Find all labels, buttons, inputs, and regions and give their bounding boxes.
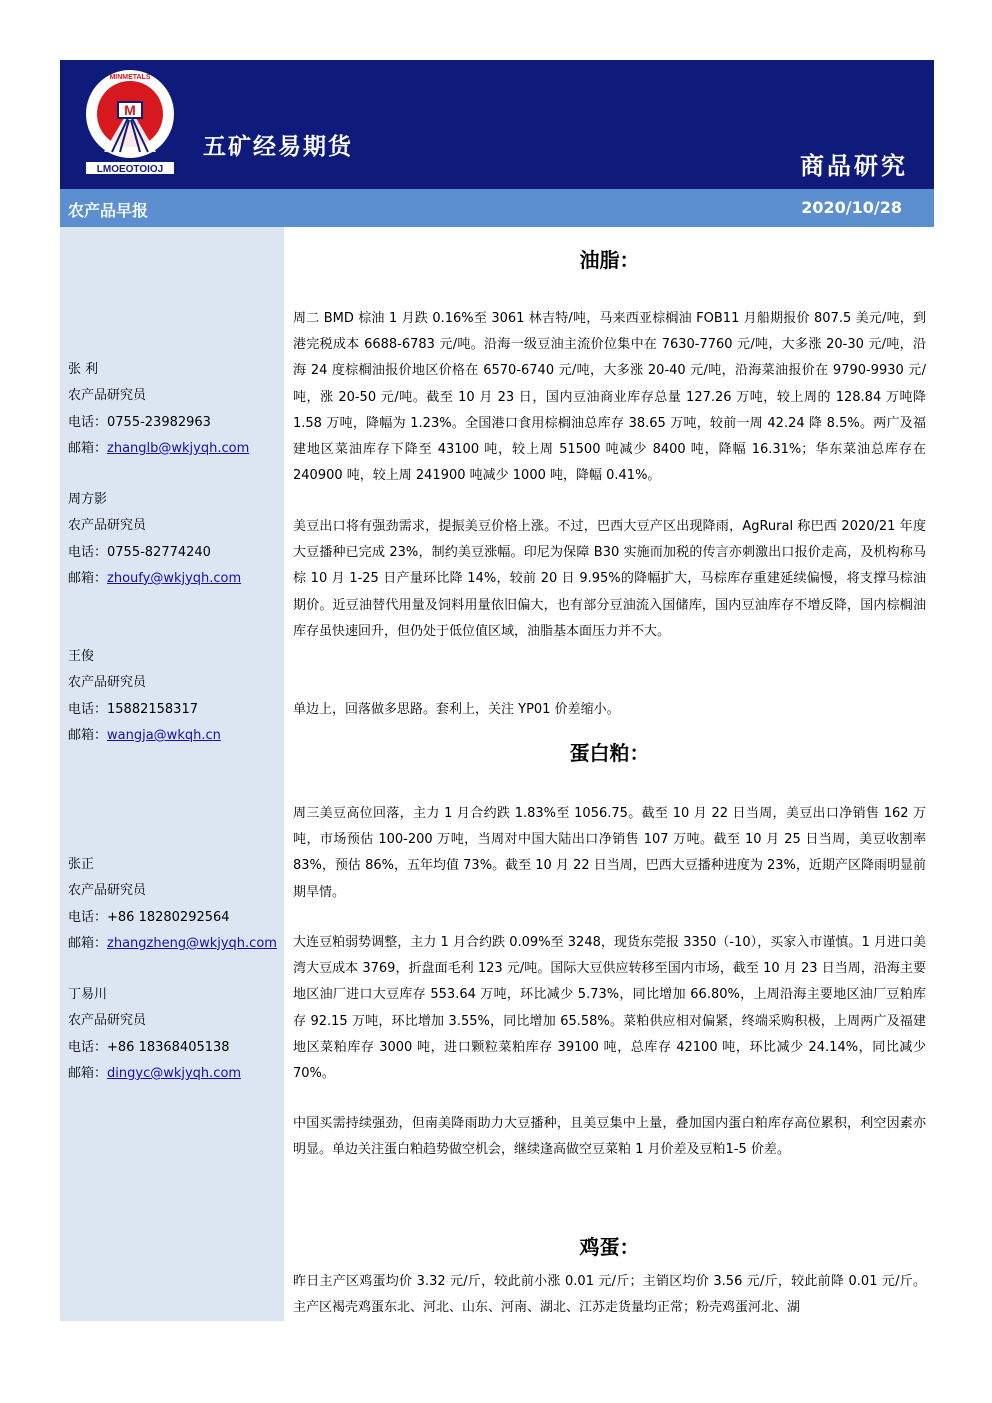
egg-paragraph-1 (293, 1269, 926, 1321)
research-label: 商品研究 (800, 152, 908, 180)
author-name: 张 利 (68, 362, 99, 377)
author-name: 张正 (68, 857, 95, 872)
author-email-link[interactable]: zhangzheng@wkjyqh.com (107, 935, 277, 951)
author-email-link[interactable]: wangja@wkqh.cn (107, 727, 221, 743)
author-phone: 电话：15882158317 (68, 701, 198, 717)
svg-text:LMOEOTOIOJ: LMOEOTOIOJ (96, 164, 164, 175)
meal-paragraph-1 (293, 801, 926, 906)
report-subtitle-bar (60, 189, 934, 227)
author-name: 王俊 (68, 649, 95, 664)
oil-paragraph-3 (293, 697, 926, 723)
email-label: 邮箱： (68, 570, 108, 586)
oil-paragraph-1 (293, 306, 926, 489)
author-title: 农产品研究员 (68, 675, 147, 691)
author-title: 农产品研究员 (68, 388, 147, 404)
author-phone: 电话：0755-23982963 (68, 414, 211, 430)
author-email-link[interactable]: dingyc@wkjyqh.com (107, 1065, 242, 1081)
paragraph: 昨日主产区鸡蛋均价 3.32 元/斤，较此前小涨 0.01 元/斤；主销区均价 3.56 元/斤，较此前降 0.01 元/斤。主产区褐壳鸡蛋东北、河北、山东、河南、湖北、江苏走货量均正常；粉壳鸡蛋河北、湖 (293, 1274, 926, 1316)
email-label: 邮箱： (68, 727, 108, 743)
author-email-link[interactable]: zhoufy@wkjyqh.com (107, 570, 242, 586)
email-label: 邮箱： (68, 935, 108, 951)
paragraph: 大连豆粕弱势调整，主力 1 月合约跌 0.09%至 3248，现货东莞报 3350（-10），买家入市谨慎。1 月进口美湾大豆成本 3769，折盘面毛利 123 元/吨。国际大豆供应转移至国内市场，截至 10 月 23 日当周，沿海主要地区油厂进口大豆库存 553.64 万吨，环比减少 5.73%，同比增加 66.80%，上周沿海主要地区油厂豆粕库存 92.15 万吨，环比增加 3.55%，同比增加 65.58%。菜粕供应相对偏紧，终端采购积极，上周两广及福建地区菜粕库存 3000 吨，进口颗粒菜粕库存 39100 吨，总库存 42100 吨，环比减少 24.14%，同比减少 70%。 (293, 935, 926, 1082)
svg-text:M: M (124, 102, 136, 118)
author-phone: 电话：+86 18368405138 (68, 1039, 230, 1055)
author-title: 农产品研究员 (68, 1013, 147, 1029)
paragraph: 美豆出口将有强劲需求，提振美豆价格上涨。不过，巴西大豆产区出现降雨，AgRural 称巴西 2020/21 年度大豆播种已完成 23%，制约美豆涨幅。印尼为保障 B30 实施而加税的传言亦刺激出口报价走高，及机构称马棕 10 月 1-25 日产量环比降 14%，较前 20 日 9.95%的降幅扩大，马棕库存重建延续偏慢，将支撑马棕油期价。近豆油替代用量及饲料用量依旧偏大，也有部分豆油流入国储库，国内豆油库存不增反降，国内棕榈油库存虽快速回升，但仍处于低位值区域，油脂基本面压力并不大。 (293, 519, 926, 639)
author-name: 周方影 (68, 492, 108, 507)
minmetals-logo (82, 68, 178, 180)
author-card (68, 357, 249, 462)
author-card (68, 644, 221, 749)
oil-paragraph-2 (293, 514, 926, 645)
email-label: 邮箱： (68, 440, 108, 456)
svg-text:MINMETALS: MINMETALS (109, 74, 151, 81)
report-header (60, 60, 934, 189)
author-card (68, 852, 277, 957)
paragraph: 周二 BMD 棕油 1 月跌 0.16%至 3061 林吉特/吨，马来西亚棕榈油 FOB11 月船期报价 807.5 美元/吨，到港完税成本 6688-6783 元/吨。沿海一级豆油主流价位集中在 7630-7760 元/吨，大多涨 20-30 元/吨，沿海 24 度棕榈油报价地区价格在 6570-6740 元/吨，大多涨 20-40 元/吨，沿海菜油报价在 9790-9930 元/吨，涨 20-50 元/吨。截至 10 月 23 日，国内豆油商业库存总量 127.26 万吨，较上周的 128.84 万吨降 1.58 万吨，降幅为 1.23%。全国港口食用棕榈油总库存 38.65 万吨，较前一周 42.24 降 8.5%。两广及福建地区菜油库存下降至 43100 吨，较上周 51500 吨减少 8400 吨，降幅 16.31%；华东菜油总库存在 240900 吨，较上周 241900 吨减少 1000 吨，降幅 0.41%。 (293, 311, 926, 484)
author-name: 丁易川 (68, 987, 108, 1002)
section-heading-oil: 油脂： (579, 248, 640, 272)
email-label: 邮箱： (68, 1065, 108, 1081)
author-email-link[interactable]: zhanglb@wkjyqh.com (107, 440, 250, 456)
meal-paragraph-2 (293, 930, 926, 1087)
company-name: 五矿经易期货 (203, 134, 353, 160)
author-phone: 电话：0755-82774240 (68, 544, 211, 560)
report-date: 2020/10/28 (801, 198, 902, 217)
author-card (68, 487, 241, 592)
section-heading-egg: 鸡蛋： (579, 1235, 640, 1259)
paragraph: 周三美豆高位回落，主力 1 月合约跌 1.83%至 1056.75。截至 10 月 22 日当周，美豆出口净销售 162 万吨，市场预估 100-200 万吨，当周对中国大陆出口净销售 107 万吨。截至 10 月 25 日当周，美豆收割率 83%，预估 86%，五年均值 73%。截至 10 月 22 日当周，巴西大豆播种进度为 23%，近期产区降雨明显前期旱情。 (293, 806, 926, 900)
paragraph: 单边上，回落做多思路。套利上，关注 YP01 价差缩小。 (293, 702, 620, 717)
paragraph: 中国买需持续强劲，但南美降雨助力大豆播种，且美豆集中上量，叠加国内蛋白粕库存高位累积，利空因素亦明显。单边关注蛋白粕趋势做空机会，继续逢高做空豆菜粕 1 月价差及豆粕1-5 价差。 (293, 1116, 926, 1158)
author-phone: 电话：+86 18280292564 (68, 909, 230, 925)
report-title: 农产品早报 (68, 201, 149, 220)
author-title: 农产品研究员 (68, 883, 147, 899)
meal-paragraph-3 (293, 1111, 926, 1163)
author-card (68, 982, 241, 1087)
author-title: 农产品研究员 (68, 518, 147, 534)
section-heading-meal: 蛋白粕： (569, 741, 650, 765)
